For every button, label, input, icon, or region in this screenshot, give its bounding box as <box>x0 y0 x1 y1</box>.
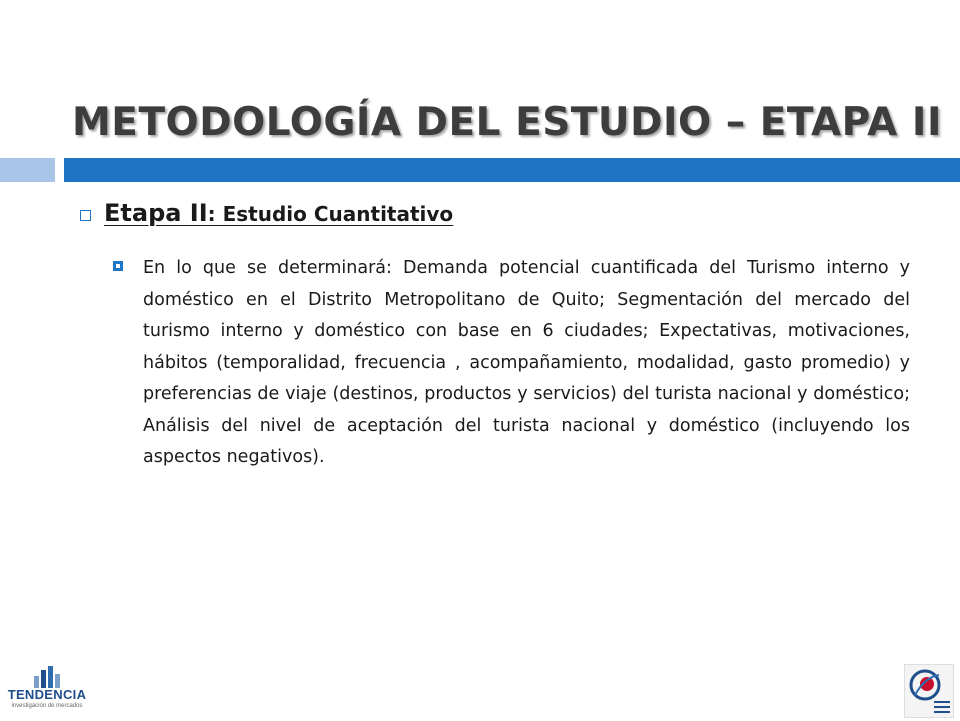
quito-turismo-emblem-icon <box>905 665 953 717</box>
section-heading <box>104 199 453 227</box>
accent-square <box>0 158 55 182</box>
building-bars-icon <box>28 666 68 688</box>
quito-turismo-logo <box>904 664 954 718</box>
title-bar <box>64 158 960 182</box>
tendencia-logo-tagline: investigación de mercados <box>11 703 83 709</box>
filled-square-bullet-icon <box>113 261 123 271</box>
heading-main: Etapa II <box>104 199 208 227</box>
heading-sub: : Estudio Cuantitativo <box>207 202 454 226</box>
level1-bullet-item <box>80 199 453 227</box>
slide-title: METODOLOGÍA DEL ESTUDIO – ETAPA II <box>72 100 942 145</box>
body-paragraph: En lo que se determinará: Demanda potencial cuantificada del Turismo interno y doméstico en el Distrito Metropolitano de Quito; Segmentación del mercado del turismo interno y doméstico con base en 6 ciudades; Expectativas, motivaciones, hábitos (temporalidad, frecuencia , acompañamiento, modalidad, gasto promedio) y preferencias de viaje (destinos, productos y servicios) del turista nacional y doméstico; Análisis del nivel de aceptación del turista nacional y doméstico (incluyendo los aspectos negativos). <box>143 258 910 467</box>
level2-bullet-item <box>113 253 910 474</box>
tendencia-logo-name: TENDENCIA <box>7 687 87 702</box>
hollow-square-icon <box>80 210 91 221</box>
tendencia-logo <box>4 664 90 716</box>
